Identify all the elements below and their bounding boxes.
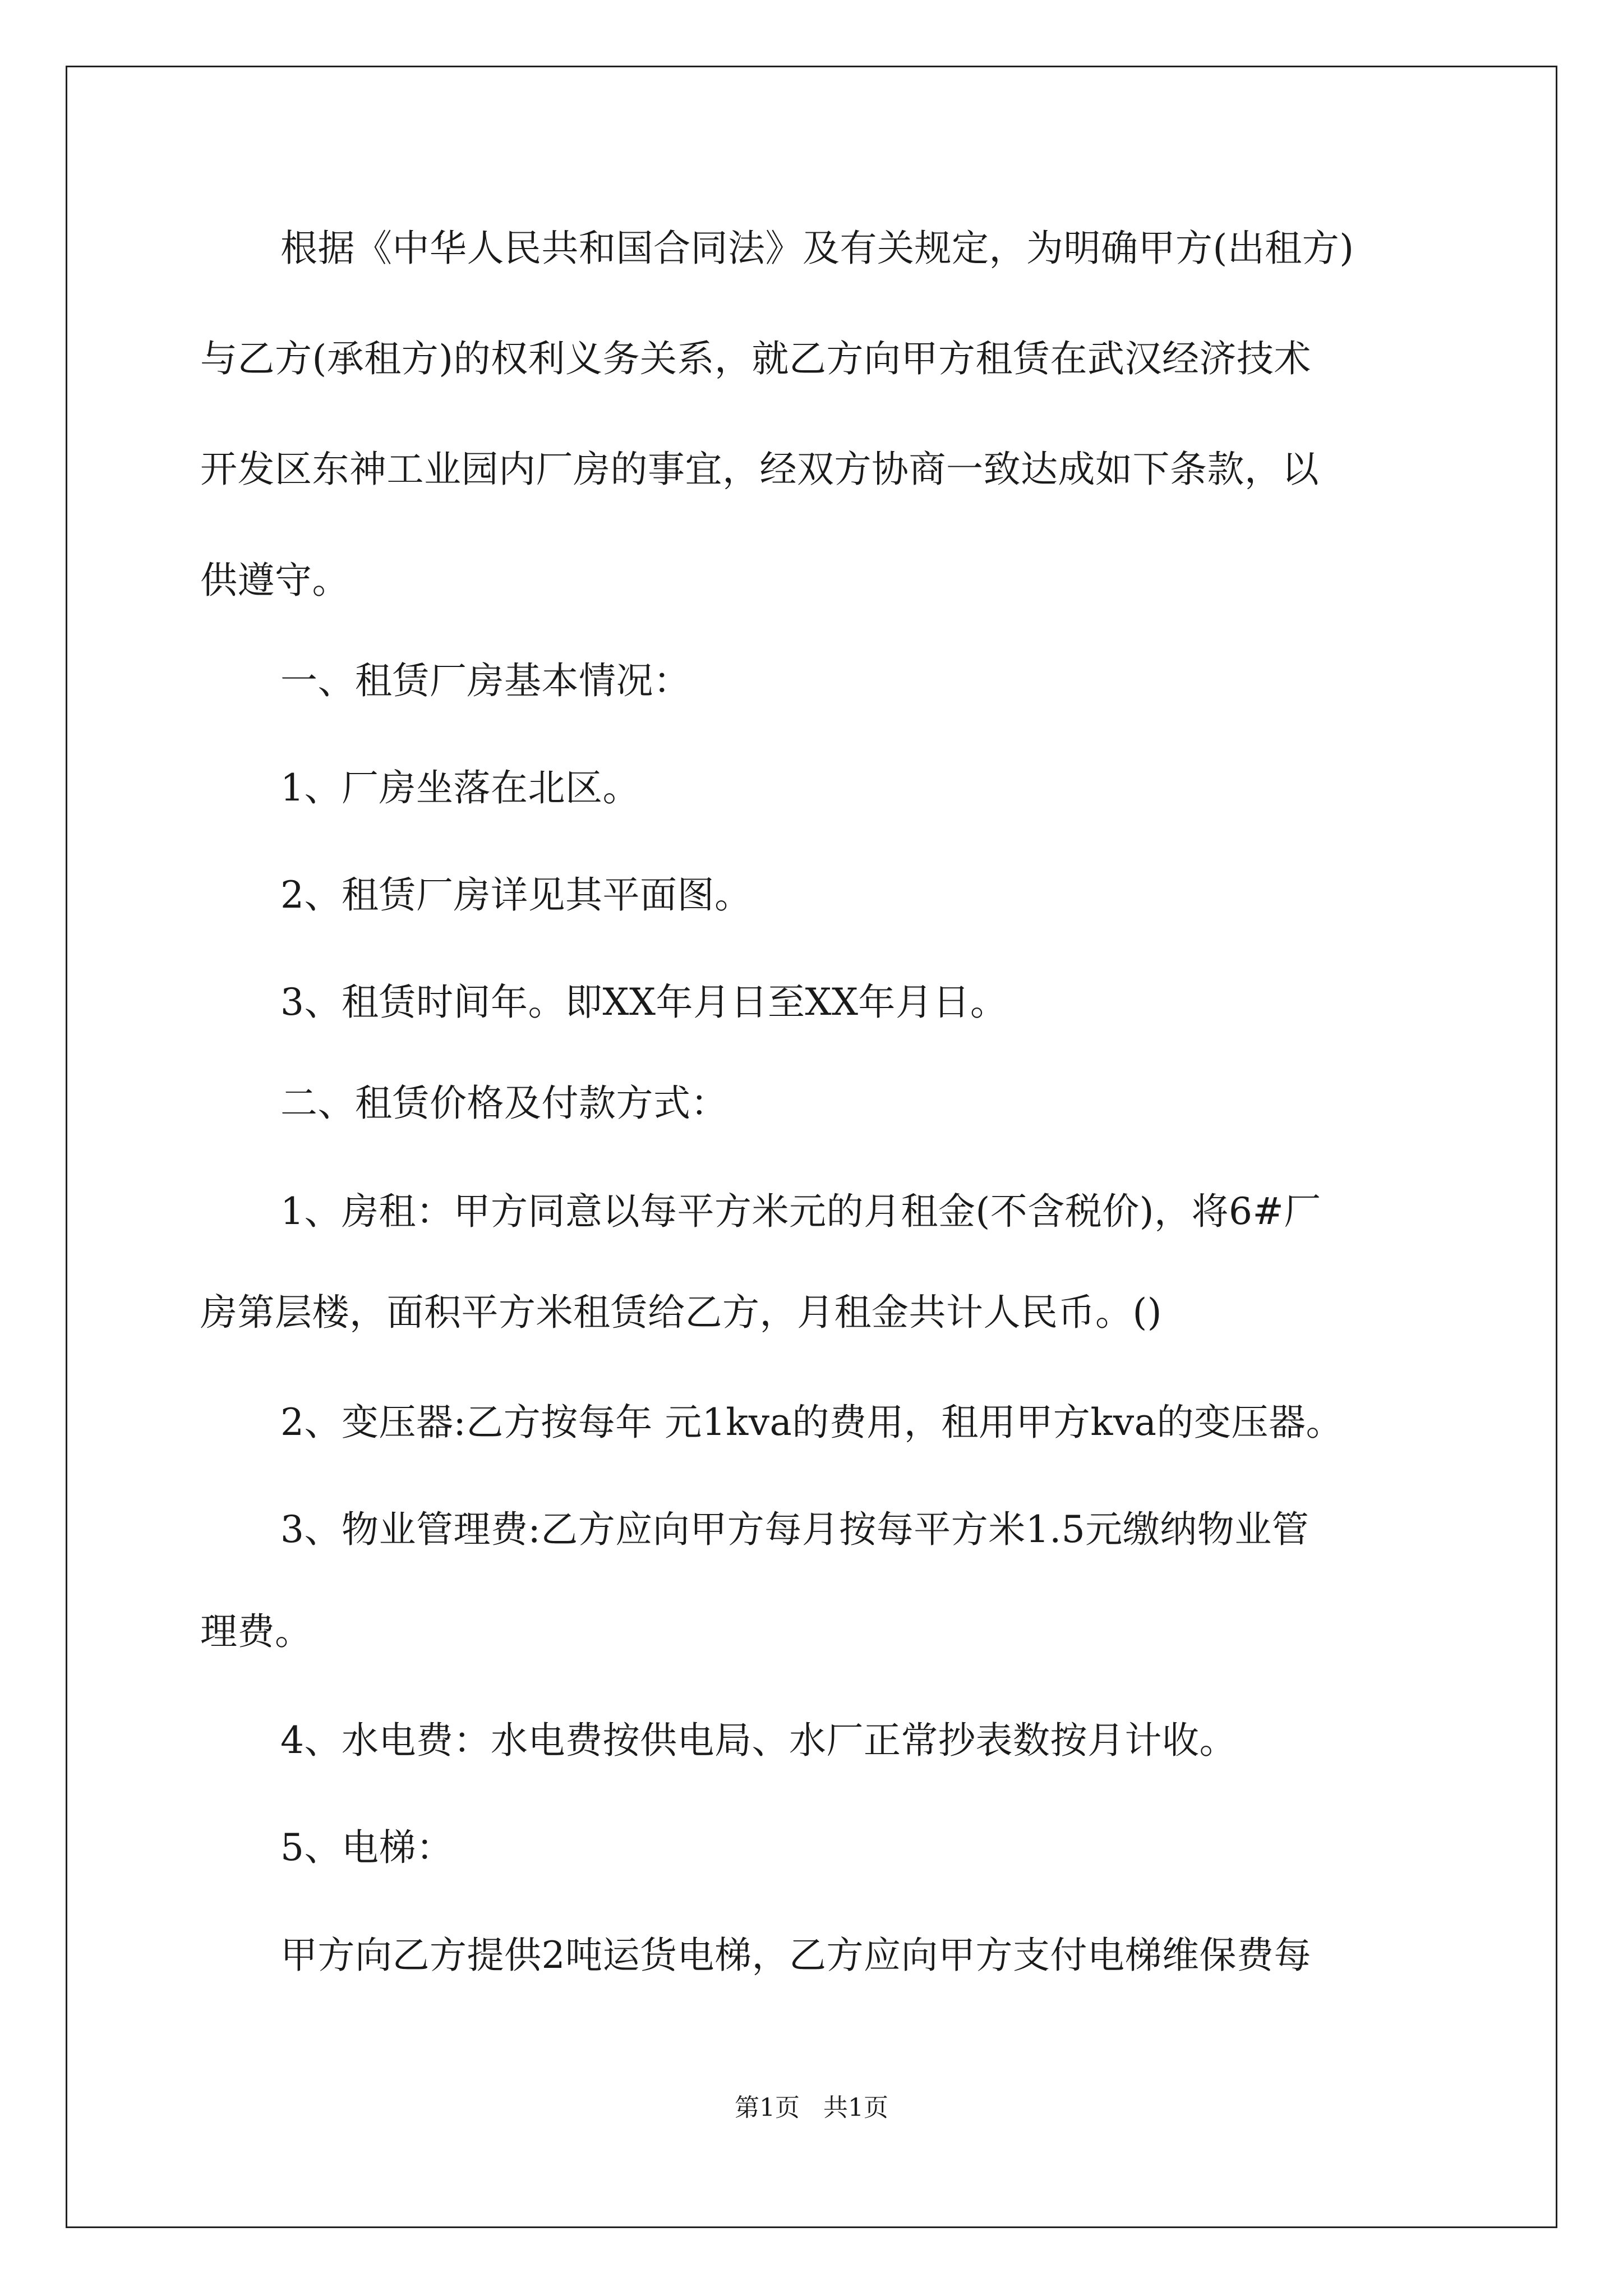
list-item: 1、房租：甲方同意以每平方米元的月租金(不含税价)，将6#厂 [280,1190,1321,1233]
paragraph-line: 房第层楼，面积平方米租赁给乙方，月租金共计人民币。() [200,1291,1162,1334]
page-border [66,66,1557,2228]
paragraph-line: 根据《中华人民共和国合同法》及有关规定，为明确甲方(出租方) [280,227,1354,270]
paragraph-line: 开发区东神工业园内厂房的事宜，经双方协商一致达成如下条款，以 [200,448,1319,491]
paragraph-line: 甲方向乙方提供2吨运货电梯，乙方应向甲方支付电梯维保费每 [280,1934,1311,1977]
page-number-footer: 第1页 共1页 [735,2093,888,2122]
list-item: 3、物业管理费:乙方应向甲方每月按每平方米1.5元缴纳物业管 [280,1508,1310,1551]
section-heading: 二、租赁价格及付款方式： [280,1082,728,1125]
section-heading: 一、租赁厂房基本情况： [280,659,691,702]
list-item: 3、租赁时间年。即XX年月日至XX年月日。 [280,981,1008,1024]
list-item: 1、厂房坐落在北区。 [280,766,640,809]
list-item: 2、租赁厂房详见其平面图。 [280,873,752,917]
paragraph-line: 与乙方(承租方)的权利义务关系，就乙方向甲方租赁在武汉经济技术 [200,337,1311,380]
list-item: 5、电梯： [280,1826,454,1869]
list-item: 2、变压器:乙方按每年 元1kva的费用，租用甲方kva的变压器。 [280,1401,1343,1444]
paragraph-line: 理费。 [200,1610,312,1653]
list-item: 4、水电费：水电费按供电局、水厂正常抄表数按月计收。 [280,1719,1237,1762]
paragraph-line: 供遵守。 [200,559,349,602]
